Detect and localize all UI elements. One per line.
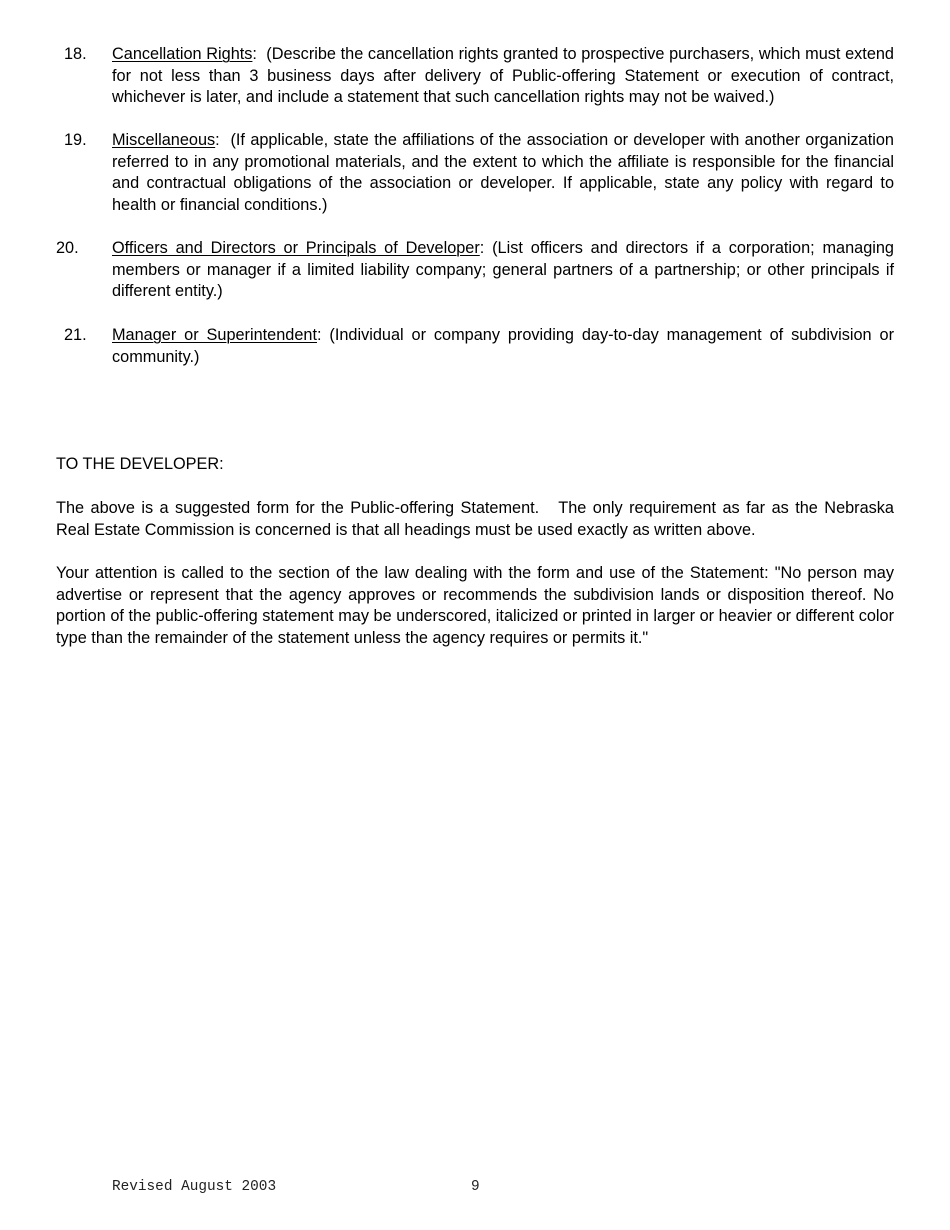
footer-revised-date: Revised August 2003: [112, 1179, 277, 1195]
item-separator: :: [479, 239, 493, 257]
item-number: 20.: [56, 239, 79, 257]
item-separator: :: [252, 45, 267, 63]
item-heading: Miscellaneous: [112, 131, 216, 149]
item-description: (Describe the cancellation rights granted to prospective purchasers, which must extend for not less than 3 business days after delivery of Public-offering Statement or execution of contract, whichever is later, and include a statement that such cancellation rights may not be waived.): [112, 45, 894, 107]
footer-page-number: 9: [471, 1179, 480, 1195]
item-body: [112, 130, 894, 216]
item-separator: :: [316, 326, 330, 344]
item-description: (List officers and directors if a corporation; managing members or manager if a limited liability company; general partners of a partnership; or other principals if different entity.): [112, 239, 894, 301]
developer-note-title: TO THE DEVELOPER:: [56, 455, 224, 473]
item-heading: Manager or Superintendent: [112, 326, 317, 344]
item-heading: Officers and Directors or Principals of Developer: [112, 239, 480, 257]
item-description: (Individual or company providing day-to-day management of subdivision or community.): [112, 326, 894, 366]
item-number: 19.: [64, 131, 87, 149]
item-number: 18.: [64, 45, 87, 63]
item-body: [112, 325, 894, 368]
item-description: (If applicable, state the affiliations of the association or developer with another organization referred to in any promotional materials, and the extent to which the affiliate is responsible for the financial and contractual obligations of the association or developer. If applicable, state any policy with regard to health or financial conditions.): [112, 131, 894, 214]
item-separator: :: [215, 131, 231, 149]
developer-note-paragraph-1: The above is a suggested form for the Public-offering Statement. The only requirement as far as the Nebraska Real Estate Commission is concerned is that all headings must be used exactly as written above.: [56, 499, 899, 539]
item-heading: Cancellation Rights: [112, 45, 253, 63]
item-body: [112, 44, 894, 109]
item-body: [112, 238, 894, 303]
developer-note-paragraph-2: Your attention is called to the section of the law dealing with the form and use of the Statement: "No person may advertise or represent that the agency approves or recommends the subdivision lands or disposition thereof. No portion of the public-offering statement may be underscored, italicized or printed in larger or heavier or different color type than the remainder of the statement unless the agency requires or permits it.": [56, 564, 894, 647]
item-number: 21.: [64, 326, 87, 344]
